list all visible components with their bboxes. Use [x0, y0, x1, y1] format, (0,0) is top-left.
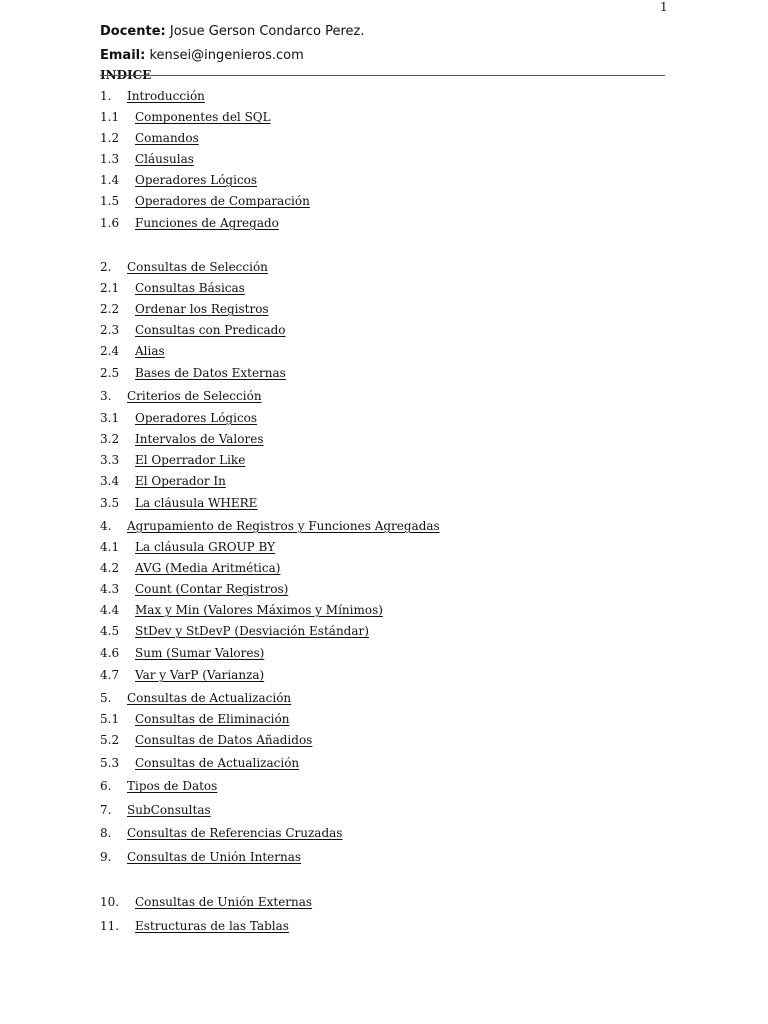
toc-number: 4.: [100, 519, 112, 533]
toc-link[interactable]: Componentes del SQL: [135, 110, 271, 124]
toc-number: 9.: [100, 850, 112, 864]
toc-number: 5.1: [100, 712, 120, 726]
toc-number: 3.: [100, 389, 112, 403]
toc-number: 3.4: [100, 474, 120, 488]
toc-link[interactable]: Consultas con Predicado: [135, 323, 286, 337]
toc-number: 3.5: [100, 496, 120, 510]
toc-link[interactable]: Funciones de Agregado: [135, 216, 279, 230]
toc-link[interactable]: Bases de Datos Externas: [135, 366, 286, 380]
toc-number: 4.3: [100, 582, 120, 596]
toc-link[interactable]: Consultas de Datos Añadidos: [135, 733, 313, 747]
toc-number: 4.2: [100, 561, 120, 575]
toc-link[interactable]: Agrupamiento de Registros y Funciones Agregadas: [127, 519, 440, 533]
toc-number: 3.1: [100, 411, 120, 425]
docente-label: Docente:: [100, 24, 166, 39]
toc-link[interactable]: StDev y StDevP (Desviación Estándar): [135, 624, 369, 638]
toc-link[interactable]: Estructuras de las Tablas: [135, 919, 289, 933]
toc-number: 2.: [100, 260, 112, 274]
toc-number: 1.6: [100, 216, 120, 230]
toc-number: 4.4: [100, 603, 120, 617]
toc-number: 3.2: [100, 432, 120, 446]
toc-link[interactable]: Ordenar los Registros: [135, 302, 269, 316]
toc-number: 2.4: [100, 344, 120, 358]
toc-link[interactable]: Criterios de Selección: [127, 389, 262, 403]
toc-link[interactable]: Count (Contar Registros): [135, 582, 289, 596]
toc-number: 1.3: [100, 152, 120, 166]
toc-link[interactable]: El Operador In: [135, 474, 226, 488]
toc-number: 1.2: [100, 131, 120, 145]
toc-number: 1.1: [100, 110, 120, 124]
toc-link[interactable]: Introducción: [127, 89, 205, 103]
toc-number: 4.6: [100, 646, 120, 660]
toc-link[interactable]: Intervalos de Valores: [135, 432, 264, 446]
toc-link[interactable]: La cláusula GROUP BY: [135, 540, 276, 554]
toc-link[interactable]: Cláusulas: [135, 152, 194, 166]
indice-title: INDICE: [100, 68, 152, 82]
toc-number: 5.2: [100, 733, 120, 747]
toc-link[interactable]: La cláusula WHERE: [135, 496, 258, 510]
email-value: kensei@ingenieros.com: [149, 48, 304, 63]
toc-link[interactable]: Consultas Básicas: [135, 281, 245, 295]
toc-number: 8.: [100, 826, 112, 840]
toc-number: 4.5: [100, 624, 120, 638]
toc-link[interactable]: Max y Min (Valores Máximos y Mínimos): [135, 603, 383, 617]
toc-number: 1.5: [100, 194, 120, 208]
page-number: 1: [660, 0, 668, 14]
toc-link[interactable]: Tipos de Datos: [127, 779, 218, 793]
toc-link[interactable]: Var y VarP (Varianza): [135, 668, 265, 682]
toc-number: 2.1: [100, 281, 120, 295]
toc-link[interactable]: Sum (Sumar Valores): [135, 646, 265, 660]
toc-number: 7.: [100, 803, 112, 817]
toc-number: 5.: [100, 691, 112, 705]
toc-number: 5.3: [100, 756, 120, 770]
toc-link[interactable]: El Operrador Like: [135, 453, 246, 467]
toc-link[interactable]: Alias: [135, 344, 165, 358]
toc-link[interactable]: Consultas de Referencias Cruzadas: [127, 826, 343, 840]
toc-number: 4.1: [100, 540, 120, 554]
toc-link[interactable]: Consultas de Selección: [127, 260, 268, 274]
toc-number: 2.2: [100, 302, 120, 316]
toc-link[interactable]: Operadores de Comparación: [135, 194, 310, 208]
toc-link[interactable]: Operadores Lógicos: [135, 411, 258, 425]
toc-number: 1.4: [100, 173, 120, 187]
toc-link[interactable]: AVG (Media Aritmética): [135, 561, 281, 575]
toc-number: 4.7: [100, 668, 120, 682]
email-label: Email:: [100, 48, 146, 63]
toc-link[interactable]: Consultas de Eliminación: [135, 712, 290, 726]
toc-link[interactable]: Comandos: [135, 131, 199, 145]
toc-number: 11.: [100, 919, 120, 933]
toc-number: 2.3: [100, 323, 120, 337]
toc-link[interactable]: Operadores Lógicos: [135, 173, 258, 187]
toc-number: 2.5: [100, 366, 120, 380]
toc-number: 10.: [100, 895, 120, 909]
toc-number: 1.: [100, 89, 112, 103]
docente-value: Josue Gerson Condarco Perez.: [169, 24, 365, 39]
toc-link[interactable]: Consultas de Unión Externas: [135, 895, 313, 909]
toc-link[interactable]: SubConsultas: [127, 803, 211, 817]
toc-link[interactable]: Consultas de Unión Internas: [127, 850, 302, 864]
toc-number: 3.3: [100, 453, 120, 467]
toc-link[interactable]: Consultas de Actualización: [127, 691, 292, 705]
toc-link[interactable]: Consultas de Actualización: [135, 756, 300, 770]
toc-number: 6.: [100, 779, 112, 793]
